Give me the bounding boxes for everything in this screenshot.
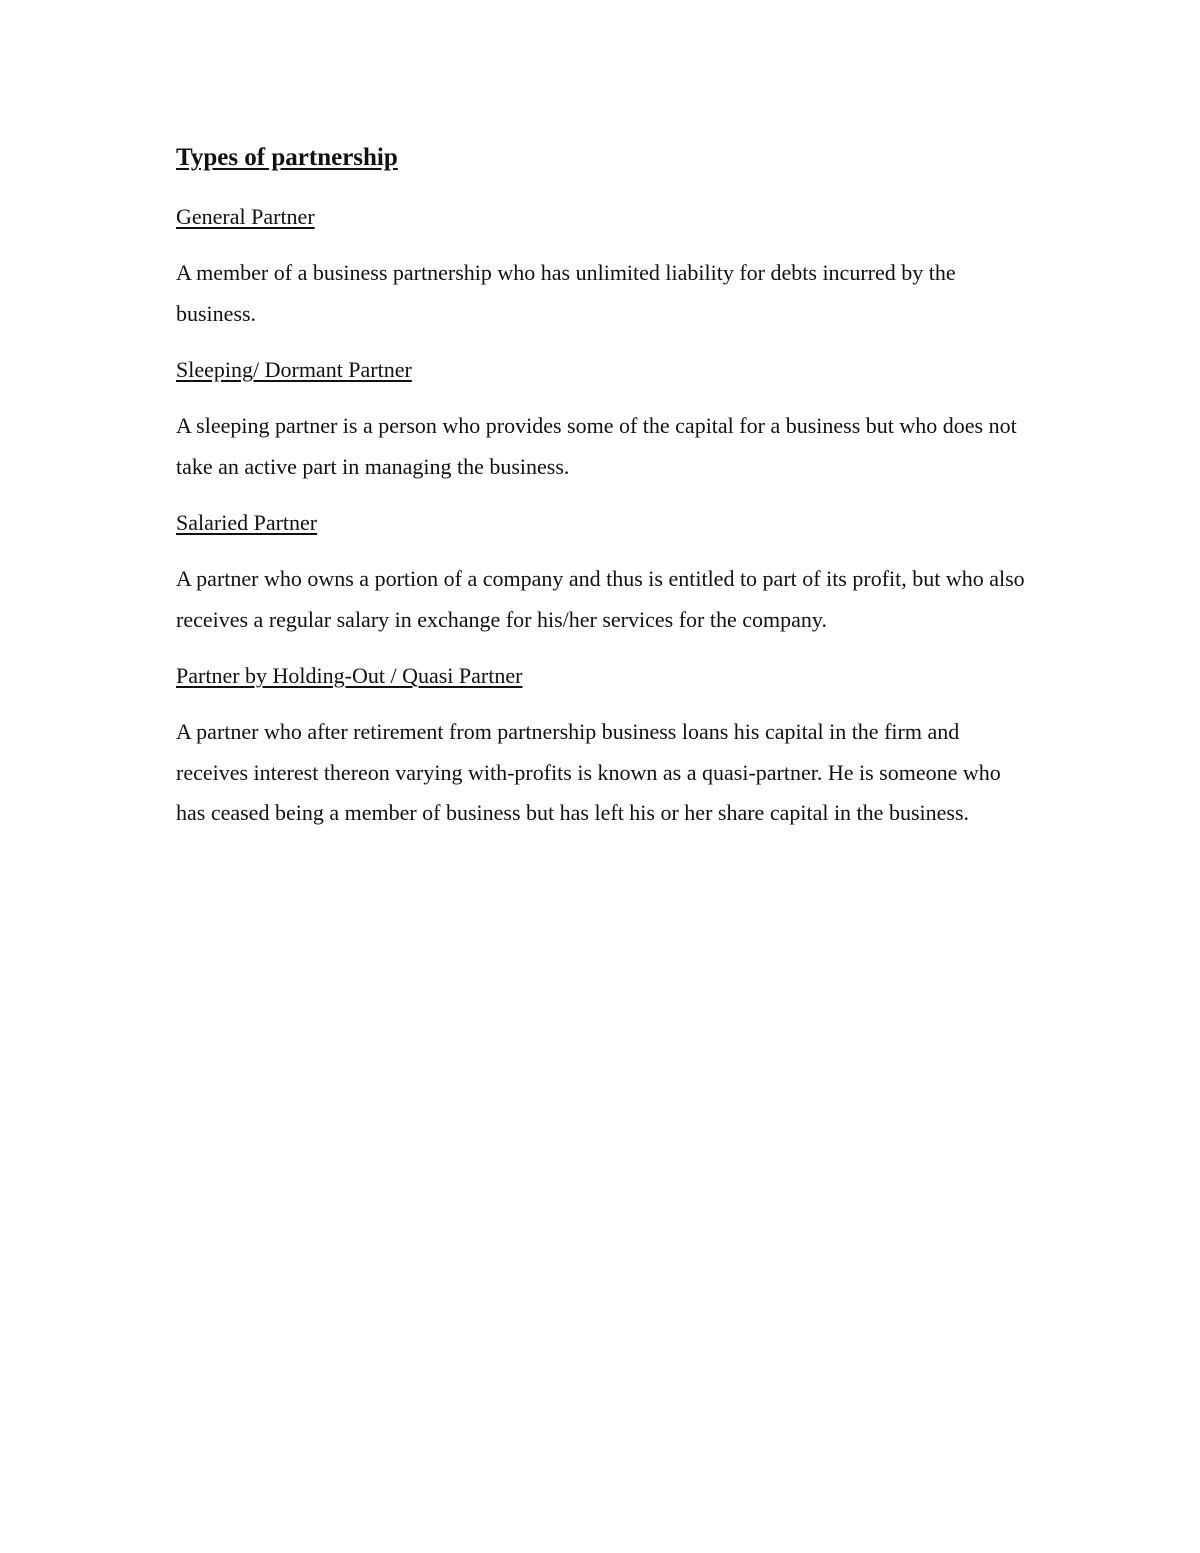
- section-heading: Partner by Holding-Out / Quasi Partner: [176, 663, 523, 688]
- section-text: A sleeping partner is a person who provides some of the capital for a business but who does not take an active part in managing the business.: [176, 413, 1017, 479]
- section-text: A member of a business partnership who has unlimited liability for debts incurred by the business.: [176, 260, 956, 326]
- section-heading: General Partner: [176, 204, 315, 229]
- section-salaried-partner: [176, 503, 1026, 656]
- document-body: [176, 140, 1026, 834]
- section-general-partner: [176, 197, 1026, 350]
- section-heading: Sleeping/ Dormant Partner: [176, 357, 412, 382]
- section-text: A partner who owns a portion of a company and thus is entitled to part of its profit, but who also receives a regular salary in exchange for his/her services for the company.: [176, 566, 1025, 632]
- section-text: A partner who after retirement from partnership business loans his capital in the firm and receives interest thereon varying with-profits is known as a quasi-partner. He is someone who has ceased being a member of business but has left his or her share capital in the business.: [176, 719, 1001, 825]
- section-heading: Salaried Partner: [176, 510, 318, 535]
- section-sleeping-partner: [176, 350, 1026, 503]
- document-title: Types of partnership: [176, 144, 398, 171]
- section-quasi-partner: [176, 656, 1026, 834]
